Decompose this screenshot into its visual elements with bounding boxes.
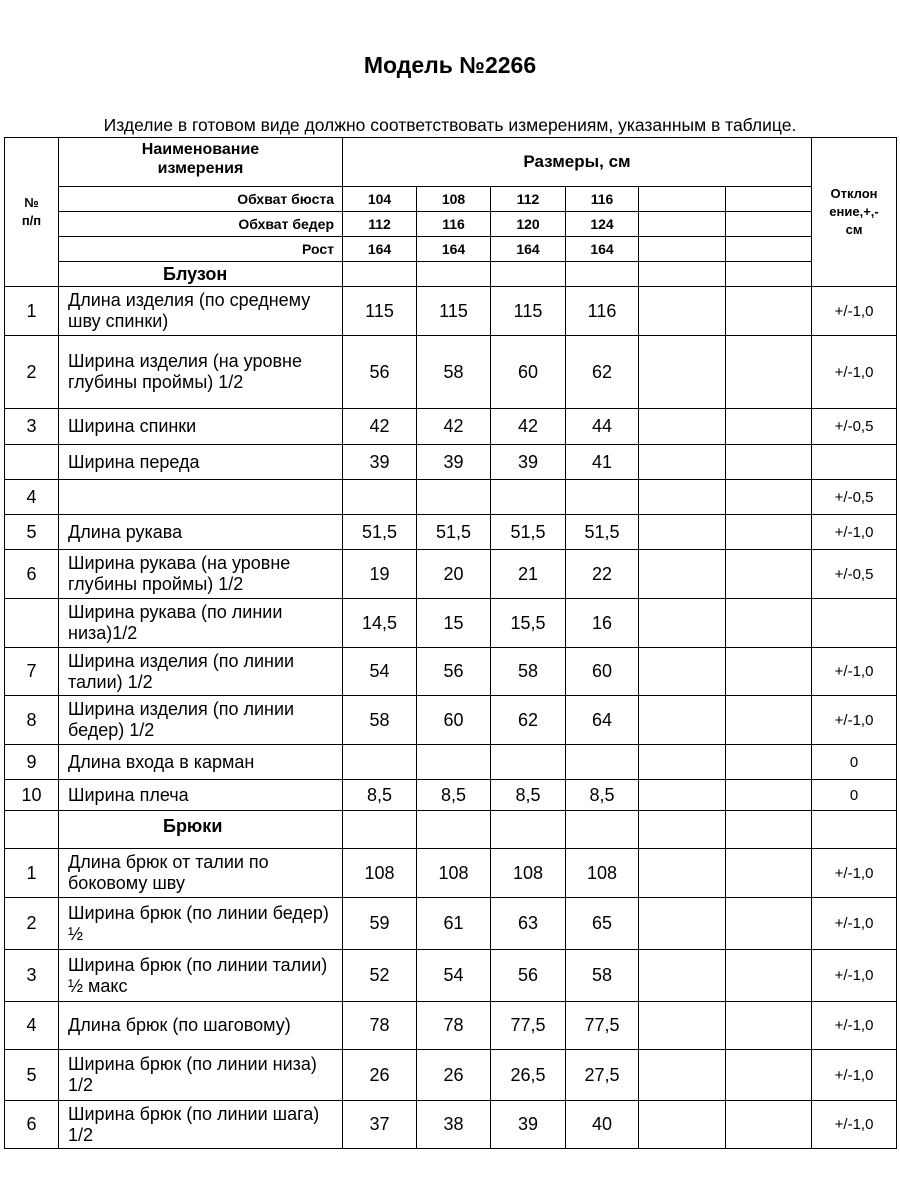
measurement-name: Ширина изделия (по линии талии) 1/2: [59, 648, 343, 696]
size-value: 39: [417, 445, 491, 480]
empty-cell: [639, 950, 726, 1002]
size-value: 60: [417, 696, 491, 745]
header-size-value: 164: [566, 237, 639, 262]
size-value: 39: [343, 445, 417, 480]
col-header-num-line2: п/п: [21, 213, 42, 228]
size-value: 63: [491, 898, 566, 950]
row-number: 4: [5, 480, 59, 515]
empty-cell: [726, 409, 812, 445]
measurement-name: Ширина рукава (по линии низа)1/2: [59, 599, 343, 648]
empty-cell: [726, 1050, 812, 1101]
size-value: 108: [566, 849, 639, 898]
col-header-tolerance-line2: ение,+,-: [829, 204, 879, 219]
empty-cell: [639, 898, 726, 950]
tolerance-value: +/-1,0: [812, 1101, 897, 1149]
size-value: 115: [491, 287, 566, 336]
header-size-value: 116: [417, 212, 491, 237]
measurements-table: [4, 137, 897, 1149]
size-value: [343, 480, 417, 515]
empty-cell: [726, 780, 812, 811]
row-number: 7: [5, 648, 59, 696]
size-value: 8,5: [343, 780, 417, 811]
table-row: [5, 515, 897, 550]
size-value: 62: [491, 696, 566, 745]
table-row: [5, 696, 897, 745]
table-row: [5, 1002, 897, 1050]
size-value: 51,5: [491, 515, 566, 550]
size-value: 20: [417, 550, 491, 599]
col-header-name-line2: измерения: [157, 160, 244, 177]
empty-cell: [726, 1101, 812, 1149]
size-value: 26: [417, 1050, 491, 1101]
size-value: 115: [343, 287, 417, 336]
row-number: 2: [5, 898, 59, 950]
tolerance-value: +/-1,0: [812, 696, 897, 745]
tolerance-value: +/-1,0: [812, 648, 897, 696]
tolerance-value: +/-1,0: [812, 515, 897, 550]
table-row: [5, 409, 897, 445]
col-header-name: [59, 138, 343, 187]
size-value: 15,5: [491, 599, 566, 648]
empty-cell: [639, 648, 726, 696]
empty-cell: [639, 1101, 726, 1149]
row-number: [5, 445, 59, 480]
size-value: 16: [566, 599, 639, 648]
empty-cell: [639, 262, 726, 287]
empty-cell: [726, 480, 812, 515]
tolerance-value: 0: [812, 745, 897, 780]
empty-cell: [639, 696, 726, 745]
measurement-name: Ширина изделия (на уровне глубины проймы) 1/2: [59, 336, 343, 409]
empty-cell: [639, 287, 726, 336]
empty-cell: [417, 811, 491, 849]
measurement-name: Длина брюк от талии по боковому шву: [59, 849, 343, 898]
empty-cell: [417, 262, 491, 287]
empty-cell: [343, 262, 417, 287]
size-value: 52: [343, 950, 417, 1002]
size-value: 44: [566, 409, 639, 445]
empty-cell: [639, 550, 726, 599]
size-value: 60: [566, 648, 639, 696]
empty-cell: [812, 811, 897, 849]
col-header-tolerance-line1: Отклон: [830, 186, 878, 201]
size-value: 19: [343, 550, 417, 599]
size-value: 21: [491, 550, 566, 599]
size-value: 40: [566, 1101, 639, 1149]
table-row: [5, 1101, 897, 1149]
col-header-num: [5, 138, 59, 287]
size-value: 8,5: [491, 780, 566, 811]
page-title: Модель №2266: [363, 52, 537, 78]
header-size-value: 112: [491, 187, 566, 212]
empty-cell: [726, 898, 812, 950]
size-value: [491, 480, 566, 515]
tolerance-value: +/-1,0: [812, 287, 897, 336]
row-number: 3: [5, 950, 59, 1002]
header-row-label: Рост: [59, 237, 343, 262]
size-value: [566, 745, 639, 780]
measurement-name: Ширина переда: [59, 445, 343, 480]
empty-cell: [726, 550, 812, 599]
measurement-name: Ширина брюк (по линии талии) ½ макс: [59, 950, 343, 1002]
empty-cell: [491, 262, 566, 287]
row-number: 1: [5, 849, 59, 898]
size-value: 42: [417, 409, 491, 445]
size-value: 115: [417, 287, 491, 336]
size-value: 59: [343, 898, 417, 950]
size-value: 42: [343, 409, 417, 445]
row-number: 2: [5, 336, 59, 409]
size-value: 51,5: [566, 515, 639, 550]
table-row: [5, 648, 897, 696]
row-number: 3: [5, 409, 59, 445]
table-row: [5, 599, 897, 648]
header-size-value: 164: [491, 237, 566, 262]
measurement-name: Ширина брюк (по линии низа) 1/2: [59, 1050, 343, 1101]
empty-cell: [639, 1002, 726, 1050]
size-value: [343, 745, 417, 780]
size-value: 60: [491, 336, 566, 409]
table-row: [5, 780, 897, 811]
row-number: 1: [5, 287, 59, 336]
size-value: 56: [417, 648, 491, 696]
table-row: [5, 745, 897, 780]
measurement-name: Ширина плеча: [59, 780, 343, 811]
tolerance-value: +/-0,5: [812, 550, 897, 599]
col-header-name-line1: Наименование: [141, 141, 260, 158]
table-row: [5, 950, 897, 1002]
measurement-name: Длина рукава: [59, 515, 343, 550]
measurement-name: Ширина брюк (по линии бедер) ½: [59, 898, 343, 950]
row-number: 10: [5, 780, 59, 811]
empty-cell: [726, 237, 812, 262]
size-value: 78: [417, 1002, 491, 1050]
size-value: 116: [566, 287, 639, 336]
table-row: [5, 849, 897, 898]
size-value: [566, 480, 639, 515]
empty-cell: [639, 237, 726, 262]
table-row: [5, 550, 897, 599]
empty-cell: [726, 515, 812, 550]
size-value: 14,5: [343, 599, 417, 648]
table-row: [5, 287, 897, 336]
tolerance-value: +/-1,0: [812, 1050, 897, 1101]
empty-cell: [639, 849, 726, 898]
measurement-name: Длина входа в карман: [59, 745, 343, 780]
row-number: 6: [5, 550, 59, 599]
measurement-name: [59, 480, 343, 515]
row-number: [5, 599, 59, 648]
col-header-tolerance-line3: см: [845, 222, 863, 237]
table-row: [5, 480, 897, 515]
empty-cell: [726, 599, 812, 648]
empty-cell: [726, 187, 812, 212]
size-value: 56: [343, 336, 417, 409]
empty-cell: [639, 780, 726, 811]
empty-cell: [639, 336, 726, 409]
size-value: 108: [343, 849, 417, 898]
empty-cell: [639, 212, 726, 237]
section-title: Брюки: [59, 811, 343, 849]
size-value: [417, 480, 491, 515]
col-header-num-line1: №: [24, 195, 39, 210]
empty-cell: [639, 599, 726, 648]
empty-cell: [726, 745, 812, 780]
tolerance-value: +/-1,0: [812, 849, 897, 898]
size-value: 65: [566, 898, 639, 950]
size-value: 77,5: [491, 1002, 566, 1050]
empty-cell: [639, 1050, 726, 1101]
empty-cell: [726, 1002, 812, 1050]
empty-cell: [726, 336, 812, 409]
size-value: 58: [343, 696, 417, 745]
size-value: 58: [566, 950, 639, 1002]
header-size-value: 112: [343, 212, 417, 237]
measurement-name: Длина брюк (по шаговому): [59, 1002, 343, 1050]
empty-cell: [491, 811, 566, 849]
size-value: 108: [417, 849, 491, 898]
size-value: 58: [417, 336, 491, 409]
size-value: 26,5: [491, 1050, 566, 1101]
size-value: 22: [566, 550, 639, 599]
empty-cell: [639, 811, 726, 849]
col-header-tolerance: [812, 138, 897, 287]
header-size-value: 104: [343, 187, 417, 212]
row-number: 5: [5, 515, 59, 550]
size-value: 62: [566, 336, 639, 409]
empty-cell: [726, 950, 812, 1002]
header-size-value: 124: [566, 212, 639, 237]
tolerance-value: +/-1,0: [812, 898, 897, 950]
size-value: 58: [491, 648, 566, 696]
size-value: 15: [417, 599, 491, 648]
empty-cell: [639, 445, 726, 480]
empty-cell: [5, 811, 59, 849]
header-size-value: 164: [417, 237, 491, 262]
size-value: 61: [417, 898, 491, 950]
empty-cell: [639, 745, 726, 780]
tolerance-value: [812, 599, 897, 648]
tolerance-value: [812, 445, 897, 480]
empty-cell: [726, 849, 812, 898]
measurement-name: Ширина изделия (по линии бедер) 1/2: [59, 696, 343, 745]
section-title: Блузон: [59, 262, 343, 287]
row-number: 9: [5, 745, 59, 780]
empty-cell: [566, 811, 639, 849]
header-row-label: Обхват бедер: [59, 212, 343, 237]
empty-cell: [566, 262, 639, 287]
empty-cell: [343, 811, 417, 849]
size-value: 39: [491, 1101, 566, 1149]
row-number: 6: [5, 1101, 59, 1149]
size-value: 39: [491, 445, 566, 480]
measurement-name: Ширина спинки: [59, 409, 343, 445]
size-value: 26: [343, 1050, 417, 1101]
size-value: [491, 745, 566, 780]
size-value: 8,5: [417, 780, 491, 811]
size-value: 8,5: [566, 780, 639, 811]
row-number: 5: [5, 1050, 59, 1101]
empty-cell: [639, 480, 726, 515]
size-value: 77,5: [566, 1002, 639, 1050]
empty-cell: [639, 187, 726, 212]
empty-cell: [639, 409, 726, 445]
table-row: [5, 1050, 897, 1101]
header-row-label: Обхват бюста: [59, 187, 343, 212]
size-value: 56: [491, 950, 566, 1002]
size-value: 54: [343, 648, 417, 696]
empty-cell: [639, 515, 726, 550]
tolerance-value: 0: [812, 780, 897, 811]
size-value: 54: [417, 950, 491, 1002]
size-value: 38: [417, 1101, 491, 1149]
size-value: 42: [491, 409, 566, 445]
size-value: 37: [343, 1101, 417, 1149]
col-header-sizes: Размеры, см: [343, 138, 812, 187]
measurement-name: Длина изделия (по среднему шву спинки): [59, 287, 343, 336]
size-value: 51,5: [417, 515, 491, 550]
tolerance-value: +/-0,5: [812, 480, 897, 515]
empty-cell: [726, 648, 812, 696]
tolerance-value: +/-0,5: [812, 409, 897, 445]
empty-cell: [726, 445, 812, 480]
header-size-value: 116: [566, 187, 639, 212]
size-value: 64: [566, 696, 639, 745]
table-row: [5, 445, 897, 480]
empty-cell: [726, 287, 812, 336]
page-subtitle: Изделие в готовом виде должно соответствовать измерениям, указанным в таблице.: [103, 115, 797, 135]
size-value: 108: [491, 849, 566, 898]
header-size-value: 108: [417, 187, 491, 212]
tolerance-value: +/-1,0: [812, 1002, 897, 1050]
measurement-name: Ширина рукава (на уровне глубины проймы) 1/2: [59, 550, 343, 599]
table-row: [5, 898, 897, 950]
row-number: 8: [5, 696, 59, 745]
row-number: 4: [5, 1002, 59, 1050]
tolerance-value: +/-1,0: [812, 336, 897, 409]
empty-cell: [726, 696, 812, 745]
empty-cell: [726, 811, 812, 849]
size-value: 41: [566, 445, 639, 480]
size-value: 27,5: [566, 1050, 639, 1101]
measurement-name: Ширина брюк (по линии шага) 1/2: [59, 1101, 343, 1149]
tolerance-value: +/-1,0: [812, 950, 897, 1002]
size-value: 51,5: [343, 515, 417, 550]
empty-cell: [726, 262, 812, 287]
empty-cell: [726, 212, 812, 237]
header-size-value: 120: [491, 212, 566, 237]
size-value: [417, 745, 491, 780]
table-row: [5, 336, 897, 409]
size-value: 78: [343, 1002, 417, 1050]
header-size-value: 164: [343, 237, 417, 262]
